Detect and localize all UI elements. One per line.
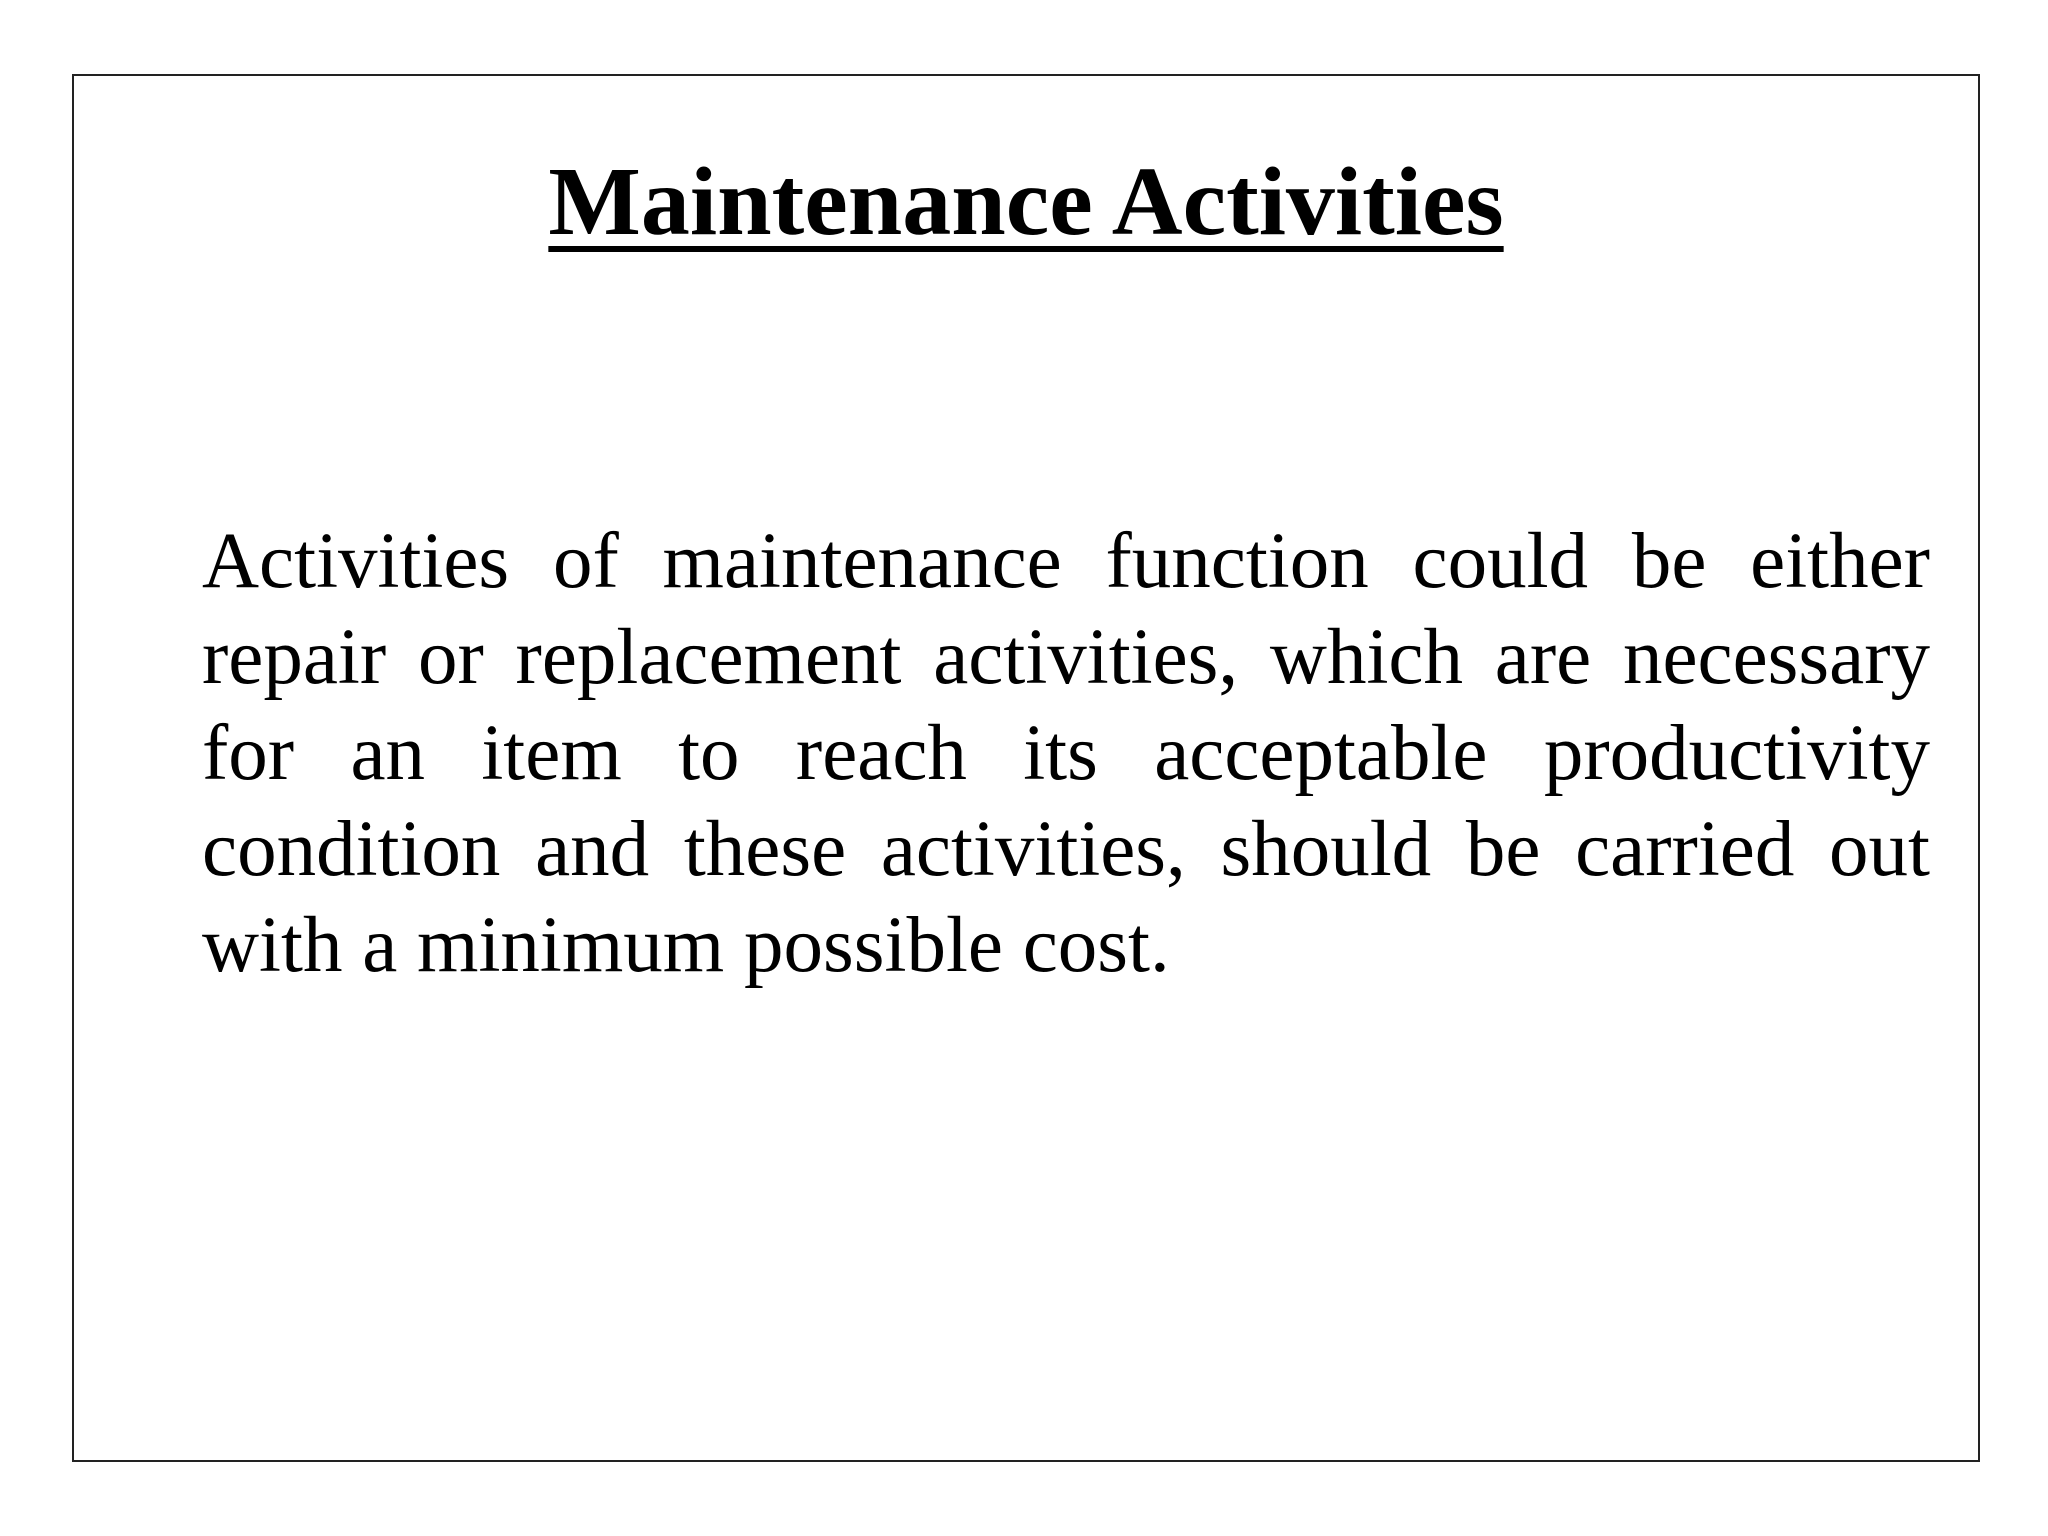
slide-body-paragraph: Activities of maintenance function could be either repair or replacement activities, which are necessary for an item to reach its acceptable productivity condition and these activities, should be carried out with a minimum possible cost.	[202, 518, 1930, 989]
slide-frame	[72, 74, 1980, 1462]
slide-title	[74, 142, 1978, 262]
slide-title-text: Maintenance Activities	[548, 148, 1504, 256]
